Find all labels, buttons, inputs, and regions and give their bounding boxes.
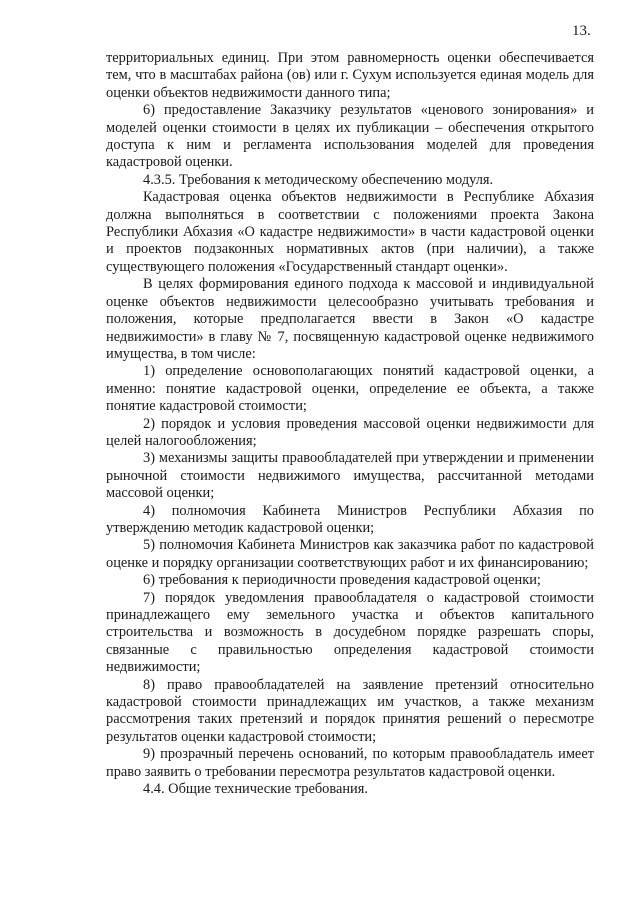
section-heading-4-4: 4.4. Общие технические требования. bbox=[143, 781, 368, 798]
document-body bbox=[106, 50, 594, 798]
page-number: 13. bbox=[572, 23, 591, 39]
list-item-5: 5) полномочия Кабинета Министров как заказчика работ по кадастровой оценке и порядку организации соответствующих работ и их финансированию; bbox=[106, 537, 594, 571]
list-item-7: 7) порядок уведомления правообладателя о кадастровой стоимости принадлежащего ему земельного участка и объектов капитального строительства и возможность в досудебном порядке разрешать споры, связанные с правильностью определения кадастровой стоимости недвижимости; bbox=[106, 589, 594, 676]
paragraph-item-6-price-zoning: 6) предоставление Заказчику результатов «ценового зонирования» и моделей оценки стоимости в целях их публикации – обеспечения открытого доступа к ним и регламента использования моделей для проведения кадастровой оценки. bbox=[106, 102, 594, 171]
list-item-4: 4) полномочия Кабинета Министров Республики Абхазия по утверждению методик кадастровой оценки; bbox=[106, 502, 594, 536]
list-item-3: 3) механизмы защиты правообладателей при утверждении и применении рыночной стоимости недвижимого имущества, рассчитанной методами массовой оценки; bbox=[106, 450, 594, 502]
section-heading-4-3-5: 4.3.5. Требования к методическому обеспечению модуля. bbox=[143, 171, 494, 188]
list-item-1: 1) определение основополагающих понятий кадастровой оценки, а именно: понятие кадастровой оценки, определение ее объекта, а также понятие кадастровой стоимости; bbox=[106, 363, 594, 415]
list-item-6: 6) требования к периодичности проведения кадастровой оценки; bbox=[143, 572, 541, 589]
paragraph-cadastral-valuation-law: Кадастровая оценка объектов недвижимости в Республике Абхазия должна выполняться в соответствии с положениями проекта Закона Республики Абхазия «О кадастре недвижимости» в части кадастровой оценки и проектов подзаконных нормативных актов (при наличии), а также существующего положения «Государственный стандарт оценки». bbox=[106, 189, 594, 275]
paragraph-territorial-units: территориальных единиц. При этом равномерность оценки обеспечивается тем, что в масштабах района (ов) или г. Сухум используется единая модель для оценки объектов недвижимости данного типа; bbox=[106, 50, 594, 101]
list-item-2: 2) порядок и условия проведения массовой оценки недвижимости для целей налогообложения; bbox=[106, 415, 594, 449]
list-item-8: 8) право правообладателей на заявление претензий относительно кадастровой стоимости принадлежащих им участков, а также механизм рассмотрения таких претензий и порядок принятия решений о пересмотре результатов оценки кадастровой стоимости; bbox=[106, 676, 594, 745]
paragraph-unified-approach: В целях формирования единого подхода к массовой и индивидуальной оценке объектов недвижимости целесообразно учитывать требования и положения, которые предполагается ввести в Закон «О кадастре недвижимости» в главу № 7, посвященную кадастровой оценке недвижимого имущества, в том числе: bbox=[106, 276, 594, 362]
list-item-9: 9) прозрачный перечень оснований, по которым правообладатель имеет право заявить о требовании пересмотра результатов кадастровой оценки. bbox=[106, 746, 594, 780]
